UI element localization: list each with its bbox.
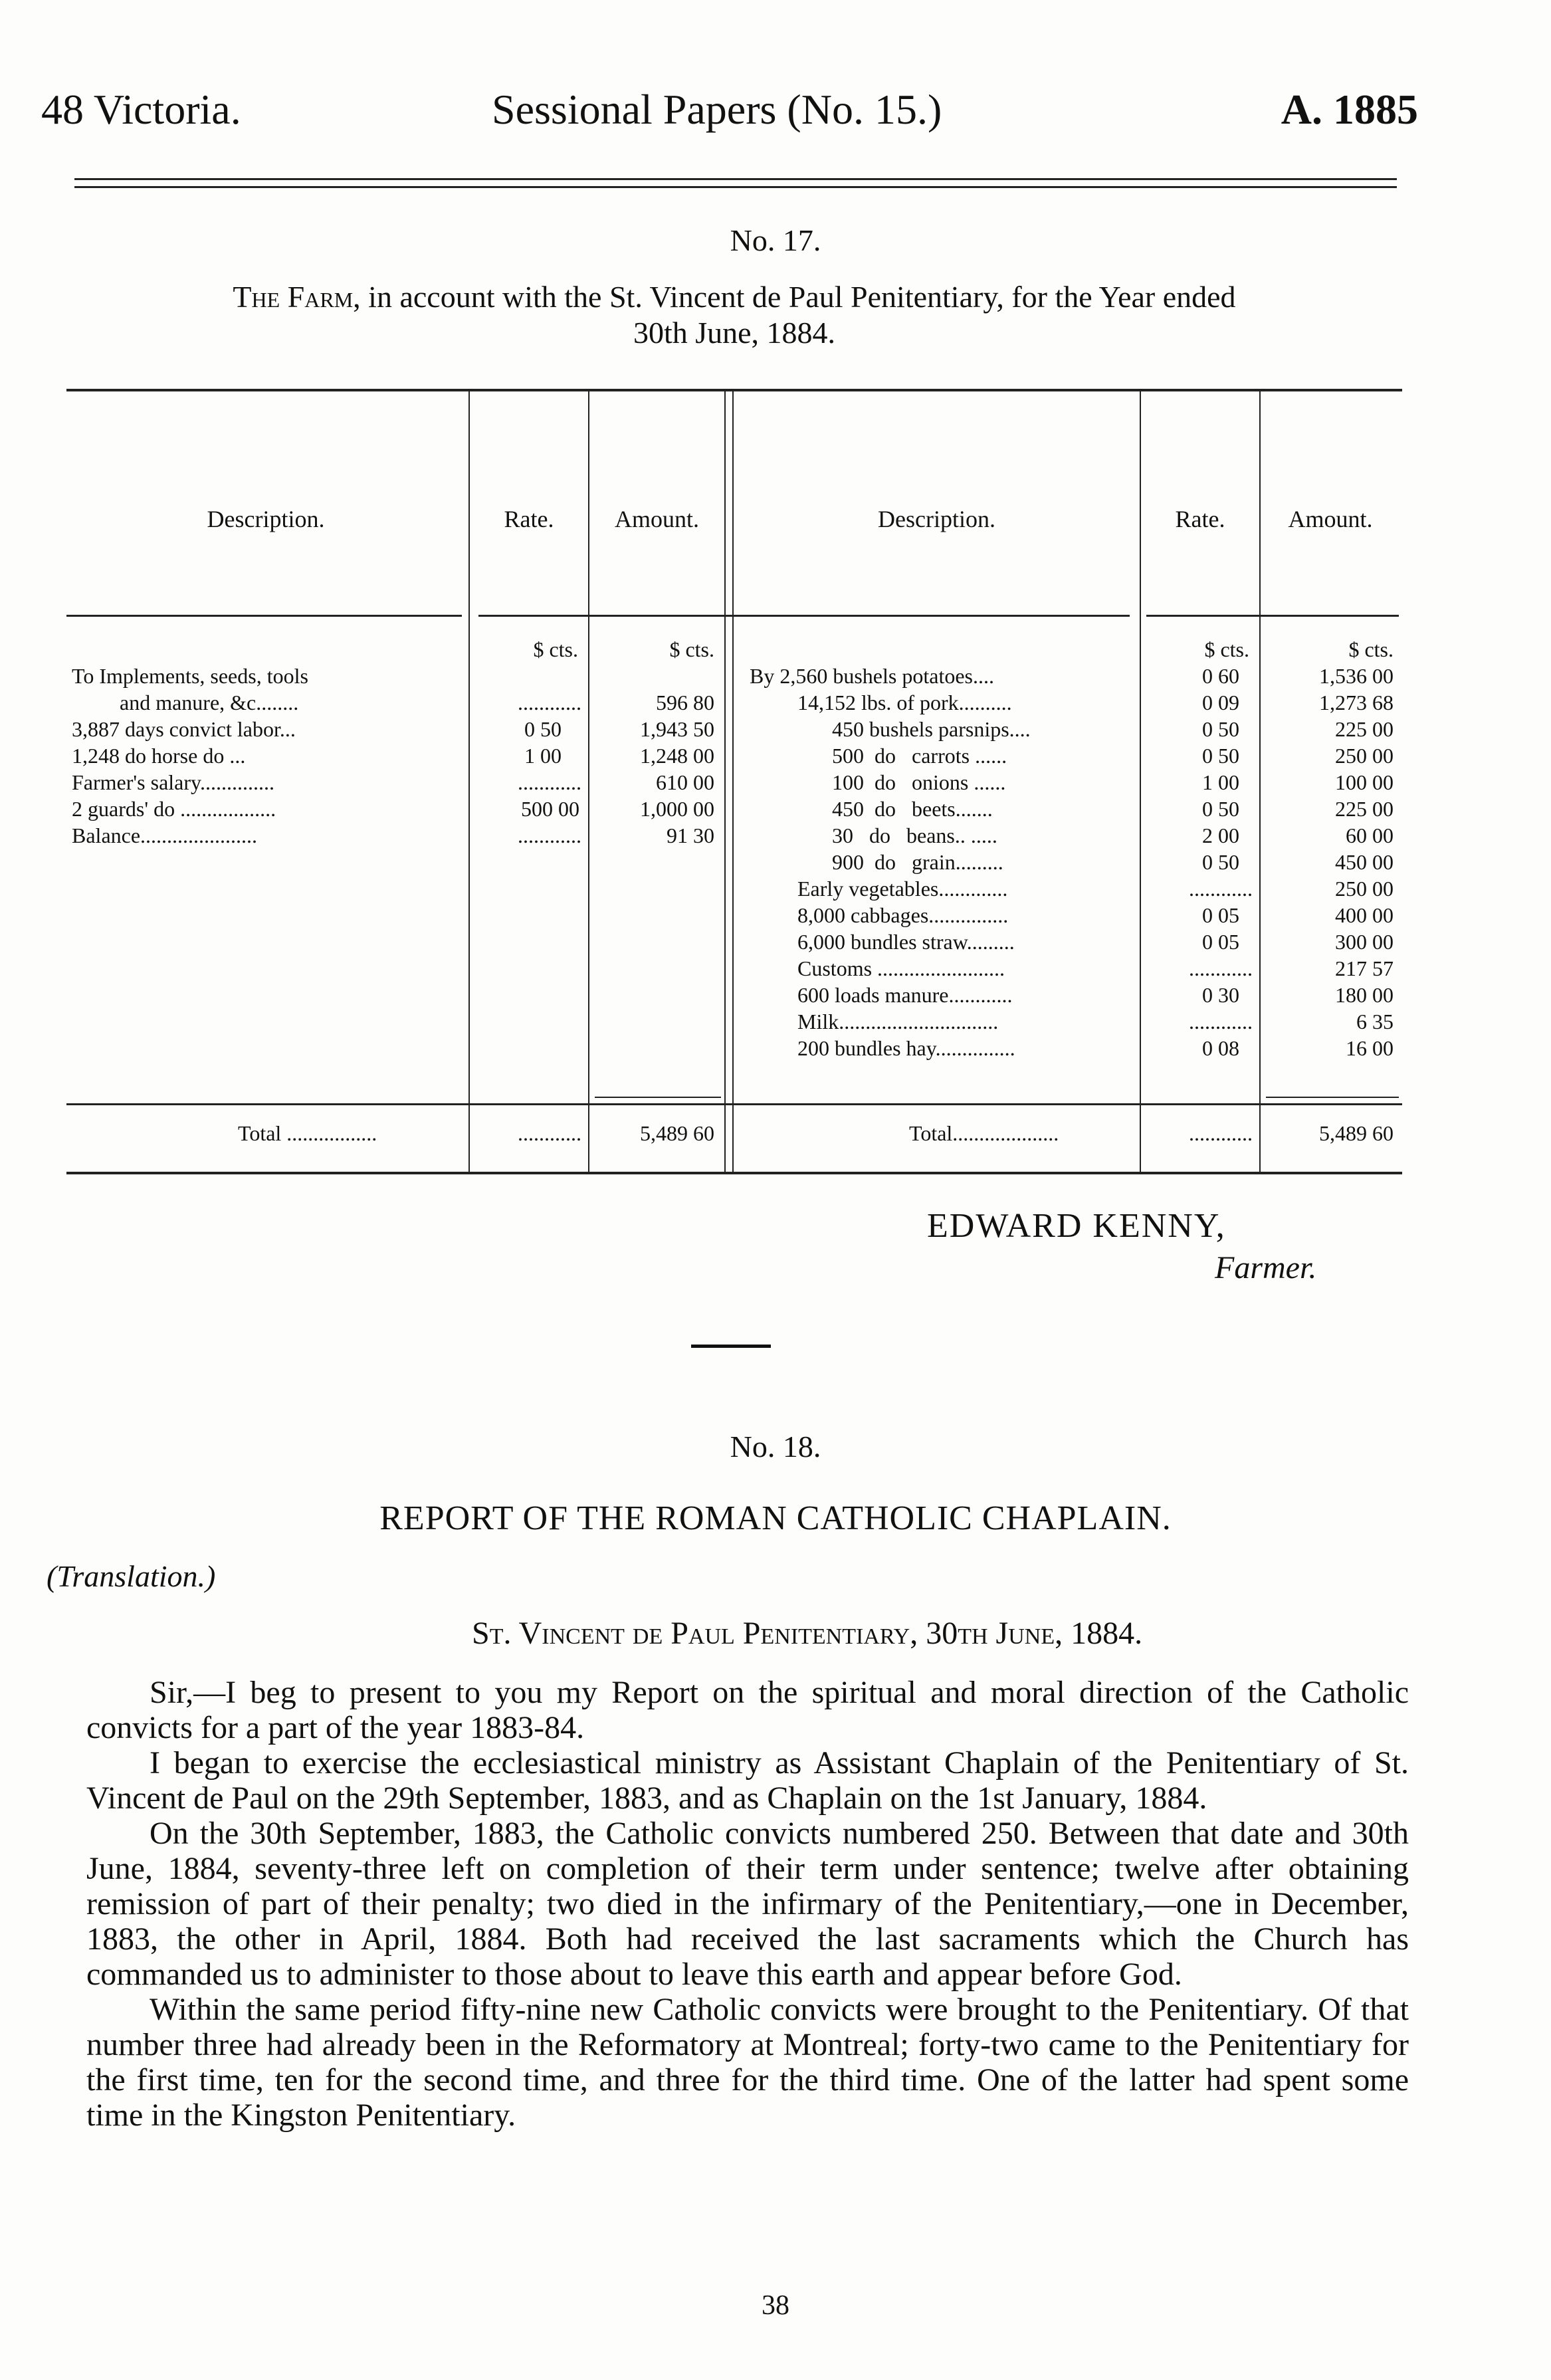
credit-rate: ............	[1189, 877, 1253, 901]
unit-rate-left: $ cts.	[533, 637, 578, 661]
total-rule	[66, 1103, 1402, 1105]
credit-desc: 30 do beans.. .....	[832, 823, 997, 847]
left-subtotal-rule	[595, 1097, 721, 1098]
credit-desc: 900 do grain.........	[832, 850, 1003, 874]
col-rate-right: Rate.	[1175, 506, 1225, 532]
report-paragraph: I began to exercise the ecclesiastical ministry as Assistant Chaplain of the Penitentiary of St. Vincent de Paul on the 29th September, 1883, and as Chaplain on the 1st January, 1884.	[86, 1745, 1409, 1816]
credit-amount: 300 00	[1335, 930, 1394, 954]
col-rule-3	[724, 389, 726, 1172]
credit-desc: 8,000 cabbages...............	[797, 903, 1009, 927]
credit-desc: 100 do onions ......	[832, 770, 1006, 794]
report-paragraph: Sir,—I beg to present to you my Report on the spiritual and moral direction of the Catholic convicts for a part of the year 1883-84.	[86, 1675, 1409, 1745]
credit-amount: 217 57	[1335, 956, 1394, 980]
farm-account-table	[66, 389, 1402, 1183]
credit-amount: 6 35	[1356, 1010, 1394, 1033]
account-title	[66, 279, 1402, 351]
credit-amount: 225 00	[1335, 717, 1394, 741]
credit-amount: 1,273 68	[1319, 691, 1394, 714]
credit-desc: Milk..............................	[797, 1010, 999, 1033]
debit-rate: ............	[518, 691, 581, 714]
credit-desc: 14,152 lbs. of pork..........	[797, 691, 1012, 714]
report-number: No. 18.	[730, 1430, 821, 1463]
credit-desc: 600 loads manure............	[797, 983, 1013, 1007]
header-rule-1	[66, 615, 462, 617]
credit-desc: Customs ........................	[797, 956, 1005, 980]
header-rule-top	[74, 178, 1397, 180]
debit-rate: 1 00	[524, 744, 562, 768]
header-rule-3	[1146, 615, 1399, 617]
credit-desc: 6,000 bundles straw.........	[797, 930, 1015, 954]
credit-amount: 16 00	[1346, 1036, 1394, 1060]
credit-desc: 450 do beets.......	[832, 797, 993, 821]
account-number: No. 17.	[730, 223, 821, 257]
section-divider	[691, 1345, 771, 1348]
credit-amount: 180 00	[1335, 983, 1394, 1007]
unit-amount-left: $ cts.	[669, 637, 714, 661]
unit-amount-right: $ cts.	[1348, 637, 1394, 661]
credit-desc: 450 bushels parsnips....	[832, 717, 1031, 741]
debit-desc: To Implements, seeds, tools	[72, 664, 308, 688]
report-paragraph: Within the same period fifty-nine new Catholic convicts were brought to the Penitentiary. Of that number three had already been in the Reformatory at Montreal; forty-two came to the Penitentiary for the first time, ten for the second time, and three for the third time. One of the latter had spent some time in the Kingston Penitentiary.	[86, 1992, 1409, 2133]
account-title-rest: , in account with the St. Vincent de Paul Penitentiary, for the Year ended	[353, 280, 1236, 314]
col-description-right: Description.	[878, 506, 995, 532]
table-bottom-rule	[66, 1172, 1402, 1174]
credit-rate: ............	[1189, 1010, 1253, 1033]
credit-rate: 0 50	[1202, 717, 1239, 741]
debit-desc: 1,248 do horse do ...	[72, 744, 246, 768]
debit-desc: and manure, &c........	[120, 691, 299, 714]
debit-desc: Farmer's salary..............	[72, 770, 274, 794]
debit-desc: Balance......................	[72, 823, 258, 847]
report-body	[86, 1675, 1409, 2133]
credit-rate: 0 08	[1202, 1036, 1239, 1060]
credit-desc: 200 bundles hay...............	[797, 1036, 1015, 1060]
credit-rate: 0 50	[1202, 744, 1239, 768]
unit-rate-right: $ cts.	[1204, 637, 1249, 661]
header-rule-2	[478, 615, 1130, 617]
debit-rate: ............	[518, 823, 581, 847]
col-rate-left: Rate.	[504, 506, 554, 532]
col-amount-right: Amount.	[1288, 506, 1373, 532]
debit-desc: 3,887 days convict labor...	[72, 717, 296, 741]
debit-rate: 500 00	[521, 797, 579, 821]
credit-rate: ............	[1189, 956, 1253, 980]
credit-rate: 1 00	[1202, 770, 1239, 794]
debit-rate: 0 50	[524, 717, 562, 741]
credit-rate: 0 50	[1202, 797, 1239, 821]
credit-amount: 450 00	[1335, 850, 1394, 874]
debit-amount: 610 00	[656, 770, 714, 794]
debit-amount: 1,248 00	[640, 744, 714, 768]
report-paragraph: On the 30th September, 1883, the Catholic convicts numbered 250. Between that date and 30th June, 1884, seventy-three left on completion of their term under sentence; twelve after obtaining remission of part of their penalty; two died in the infirmary of the Penitentiary,—one in December, 1883, the other in April, 1884. Both had received the last sacraments which the Church has commanded us to administer to those about to leave this earth and appear before God.	[86, 1816, 1409, 1992]
credit-total-amount: 5,489 60	[1319, 1121, 1394, 1145]
report-title: REPORT OF THE ROMAN CATHOLIC CHAPLAIN.	[379, 1499, 1172, 1537]
credit-rate: 0 05	[1202, 903, 1239, 927]
debit-total-rate: ............	[518, 1121, 581, 1145]
credit-rate: 0 05	[1202, 930, 1239, 954]
debit-amount: 91 30	[667, 823, 714, 847]
credit-total-rate: ............	[1189, 1121, 1253, 1145]
signature-title: Farmer.	[1215, 1250, 1317, 1285]
page-number: 38	[762, 2290, 789, 2321]
header-year: A. 1885	[1281, 86, 1418, 133]
credit-rate: 0 50	[1202, 850, 1239, 874]
credit-amount: 250 00	[1335, 877, 1394, 901]
credit-amount: 225 00	[1335, 797, 1394, 821]
header-series: Sessional Papers (No. 15.)	[492, 86, 942, 133]
credit-amount: 400 00	[1335, 903, 1394, 927]
debit-rate: ............	[518, 770, 581, 794]
credit-rate: 0 30	[1202, 983, 1239, 1007]
credit-amount: 60 00	[1346, 823, 1394, 847]
translation-note: (Translation.)	[47, 1559, 216, 1593]
debit-total-amount: 5,489 60	[640, 1121, 714, 1145]
debit-amount: 1,943 50	[640, 717, 714, 741]
credit-amount: 1,536 00	[1319, 664, 1394, 688]
debit-total-label: Total .................	[238, 1121, 377, 1145]
debit-amount: 596 80	[656, 691, 714, 714]
debit-amount: 1,000 00	[640, 797, 714, 821]
credit-desc: 500 do carrots ......	[832, 744, 1007, 768]
signature-name: EDWARD KENNY,	[927, 1207, 1226, 1245]
table-top-rule	[66, 389, 1402, 391]
credit-rate: 0 09	[1202, 691, 1239, 714]
credit-desc: Early vegetables.............	[797, 877, 1008, 901]
account-title-lead: The Farm	[233, 280, 354, 314]
col-description-left: Description.	[207, 506, 325, 532]
credit-rate: 2 00	[1202, 823, 1239, 847]
debit-desc: 2 guards' do ..................	[72, 797, 276, 821]
credit-amount: 100 00	[1335, 770, 1394, 794]
report-dateline: St. Vincent de Paul Penitentiary, 30th June, 1884.	[472, 1616, 1143, 1651]
right-subtotal-rule	[1266, 1097, 1399, 1098]
header-rule-bottom	[74, 186, 1397, 188]
credit-total-label: Total....................	[909, 1121, 1059, 1145]
account-title-date: 30th June, 1884.	[633, 316, 836, 350]
header-volume: 48 Victoria.	[41, 86, 241, 133]
credit-desc: By 2,560 bushels potatoes....	[750, 664, 994, 688]
credit-rate: 0 60	[1202, 664, 1239, 688]
col-amount-left: Amount.	[614, 506, 699, 532]
credit-amount: 250 00	[1335, 744, 1394, 768]
